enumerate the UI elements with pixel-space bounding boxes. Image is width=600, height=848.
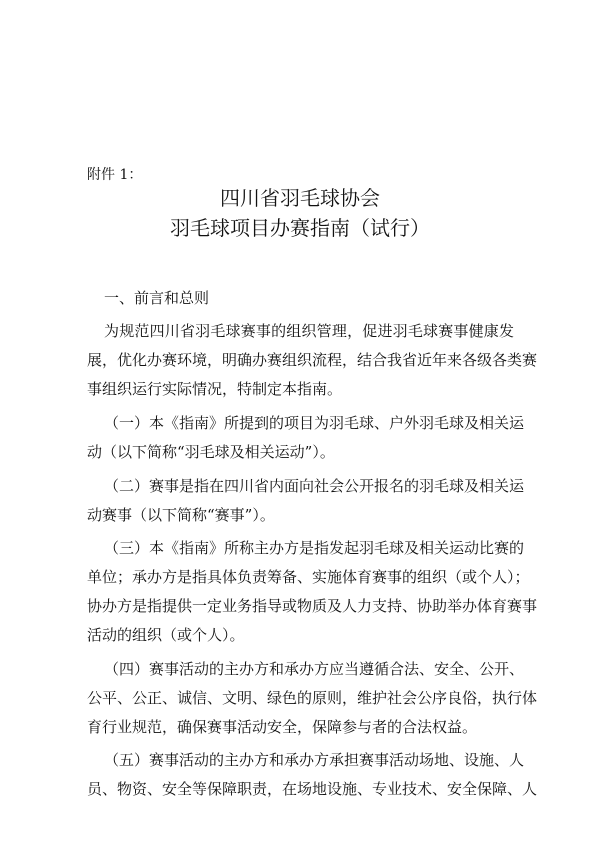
document-title-line1: 四川省羽毛球协会 [220, 186, 380, 210]
paragraph-line: 协办方是指提供一定业务指导或物质及人力支持、协助举办体育赛事 [87, 597, 538, 615]
paragraph-line: （一）本《指南》所提到的项目为羽毛球、户外羽毛球及相关运 [104, 414, 525, 432]
paragraph-line: 员、物资、安全等保障职责，在场地设施、专业技术、安全保障、人 [87, 780, 538, 798]
paragraph-line: 动（以下简称“羽毛球及相关运动”）。 [87, 443, 335, 461]
paragraph-line: （二）赛事是指在四川省内面向社会公开报名的羽毛球及相关运 [104, 477, 525, 495]
section-heading: 一、前言和总则 [104, 289, 210, 307]
document-title-line2: 羽毛球项目办赛指南（试行） [170, 216, 430, 240]
paragraph-line: 展，优化办赛环境，明确办赛组织流程，结合我省近年来各级各类赛 [87, 351, 538, 369]
paragraph-line: 动赛事（以下简称“赛事”）。 [87, 506, 275, 524]
paragraph-line: （四）赛事活动的主办方和承办方应当遵循合法、安全、公开、 [104, 660, 525, 678]
paragraph-line: 育行业规范，确保赛事活动安全，保障参与者的合法权益。 [87, 718, 478, 736]
paragraph-line: （五）赛事活动的主办方和承办方承担赛事活动场地、设施、人 [104, 751, 525, 769]
paragraph-line: （三）本《指南》所称主办方是指发起羽毛球及相关运动比赛的 [104, 539, 525, 557]
paragraph-line: 事组织运行实际情况，特制定本指南。 [87, 380, 343, 398]
paragraph-line: 活动的组织（或个人）。 [87, 626, 245, 644]
paragraph-line: 为规范四川省羽毛球赛事的组织管理，促进羽毛球赛事健康发 [104, 322, 514, 340]
attachment-label: 附件 1： [87, 167, 143, 183]
paragraph-line: 单位；承办方是指具体负责筹备、实施体育赛事的组织（或个人）； [87, 568, 530, 586]
paragraph-line: 公平、公正、诚信、文明、绿色的原则，维护社会公序良俗，执行体 [87, 689, 538, 707]
